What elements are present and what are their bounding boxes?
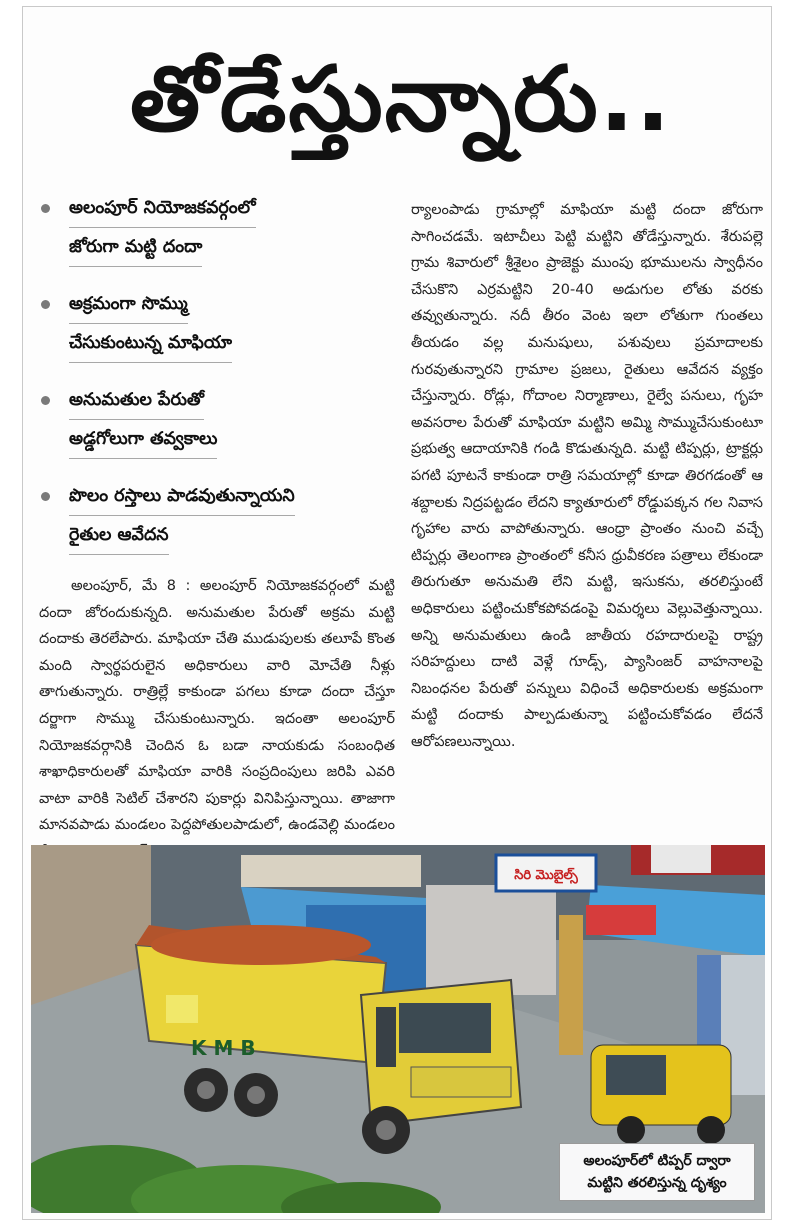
bullet-line: జోరుగా మట్టి దందా bbox=[69, 228, 202, 267]
truck-letters: K M B bbox=[191, 1036, 256, 1060]
article-body-right: ర్యాలంపాడు గ్రామాల్లో మాఫియా మట్టి దందా జోరుగా సాగించడమే. ఇటాచీలు పెట్టి మట్టిని తోడేస్తున్నారు. శేరుపల్లె గ్రామ శివారులో శ్రీశైలం ప్రాజెక్టు ముంపు భూములను స్వాధీనం చేసుకొని ఎర్రమట్టిని 20-40 అడుగుల లోతు వరకు తవ్వుతున్నారు. నదీ తీరం వెంట ఇలా లోతుగా గుంతలు తీయడం వల్ల మనుషులు, పశువులు ప్రమాదాలకు గురవుతున్నారని గ్రామాల ప్రజలు, రైతులు ఆవేదన వ్యక్తం చేస్తున్నారు. రోడ్లు, గోదాంల నిర్మాణాలు, రైల్వే పనులు, గృహ అవసరాల పేరుతో మాఫియా మట్టిని అమ్మి సొమ్ముచేసుకుంటూ ప్రభుత్వ ఆదాయానికి గండి కొడుతున్నది. మట్టి టిప్పర్లు, ట్రాక్టర్లు పగటి పూటనే కాకుండా రాత్రి సమయాల్లో కూడా తిరగడంతో ఆ శబ్దాలకు నిద్రపట్టడం లేదని క్యాతూరులో రోడ్డుపక్కన గల నివాస గృహాల వారు వాపోతున్నారు. ఆంధ్రా ప్రాంతం నుంచి వచ్చే టిప్పర్లు తెలంగాణ ప్రాంతంలో కనీస ధ్రువీకరణ పత్రాలు లేకుండా తిరుగుతూ అనుమతి లేని మట్టి, ఇసుకను, తరలిస్తుంటే అధికారులు పట్టించుకోకపోవడంపై విమర్శలు వెల్లువెత్తున్నాయి. అన్ని అనుమతులు ఉండి జాతీయ రహదారులపై రాష్ట్ర సరిహద్దులు దాటి వెళ్లే గూడ్స్, ప్యాసింజర్ వాహనాలపై నిబంధనల పేరుతో పన్నులు విధించే అధికారులకు అక్రమంగా మట్టి దందాకు పాల్పడుతున్నా పట్టించుకోవడం లేదనే ఆరోపణలున్నాయి. bbox=[411, 202, 763, 750]
highlight-bullets bbox=[39, 189, 395, 555]
bullet-item bbox=[39, 477, 395, 555]
photo-caption bbox=[559, 1143, 755, 1201]
bullet-item bbox=[39, 189, 395, 267]
bullet-line: పొలం రస్తాలు పాడవుతున్నాయని bbox=[69, 477, 295, 516]
bullet-line: అడ్డగోలుగా తవ్వకాలు bbox=[69, 420, 217, 459]
news-photo bbox=[31, 845, 765, 1213]
bullet-dot-icon bbox=[41, 492, 50, 501]
right-column bbox=[411, 197, 763, 755]
caption-line: అలంపూర్‌లో టిప్పర్ ద్వారా bbox=[583, 1153, 731, 1169]
shop-sign-text: సిరి మొబైల్స్ bbox=[514, 868, 578, 883]
left-column bbox=[39, 189, 395, 866]
bullet-line: చేసుకుంటున్న మాఫియా bbox=[69, 324, 232, 363]
bullet-item bbox=[39, 381, 395, 459]
bullet-line: రైతుల ఆవేదన bbox=[69, 516, 169, 555]
article-body-left: అలంపూర్, మే 8 : అలంపూర్ నియోజకవర్గంలో మట్టి దందా జోరందుకున్నది. అనుమతుల పేరుతో అక్రమ మట్టి దందాకు తెరలేపారు. మాఫియా చేతి ముడుపులకు తలూపే కొంత మంది స్వార్థపరులైన అధికారులు వారి మోచేతి నీళ్లు తాగుతున్నారు. రాత్రిల్లే కాకుండా పగలు కూడా దందా చేస్తూ దర్జాగా సొమ్ము చేసుకుంటున్నారు. ఇదంతా అలంపూర్ నియోజకవర్గానికి చెందిన ఓ బడా నాయకుడు సంబంధిత శాఖాధికారులతో మాఫియా వారికి సంప్రదింపులు జరిపి ఎవరి వాటా వారికి సెటిల్ చేశారని పుకార్లు వినిపిస్తున్నాయి. తాజాగా మానవపాడు మండలం పెద్దపోతులపాడులో, ఉండవెల్లి మండలం bbox=[39, 578, 395, 834]
bullet-dot-icon bbox=[41, 396, 50, 405]
bullet-line: అలంపూర్ నియోజకవర్గంలో bbox=[69, 189, 256, 228]
bullet-line: అక్రమంగా సొమ్ము bbox=[69, 285, 188, 324]
caption-line: మట్టిని తరలిస్తున్న దృశ్యం bbox=[587, 1175, 727, 1191]
bullet-dot-icon bbox=[41, 204, 50, 213]
bullet-item bbox=[39, 285, 395, 363]
bullet-dot-icon bbox=[41, 300, 50, 309]
newspaper-clipping bbox=[22, 6, 772, 1220]
headline: తోడేస్తున్నారు.. bbox=[129, 47, 673, 152]
bullet-line: అనుమతుల పేరుతో bbox=[69, 381, 204, 420]
